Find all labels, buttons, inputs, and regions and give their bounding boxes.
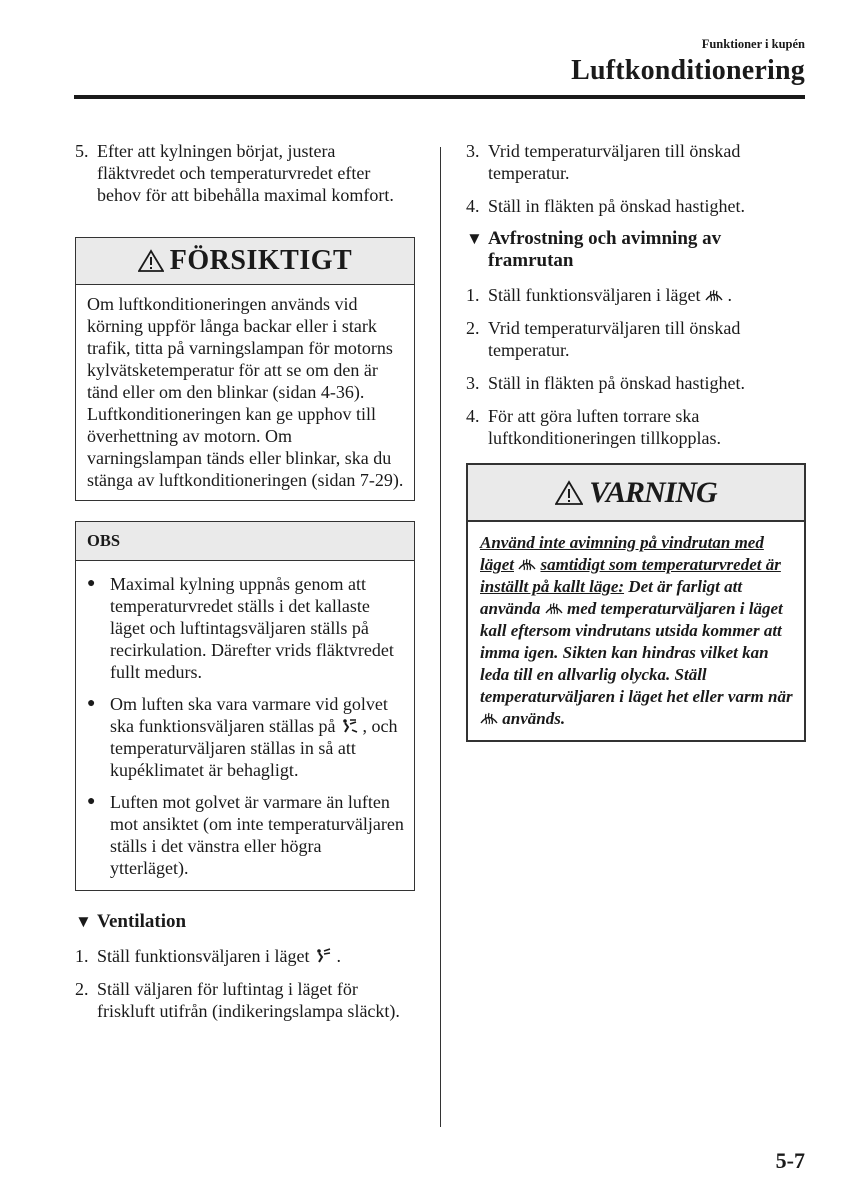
step-5 bbox=[75, 140, 415, 206]
note-text: Maximal kylning uppnås genom att temperaturvredet ställs i det kallaste läget och luftintagsväljaren ställs på recirkulation. Därefter vrids fläktvredet fullt medurs. bbox=[110, 574, 394, 682]
section-title: Avfrostning och avimning av framrutan bbox=[488, 228, 722, 271]
defrost-heading bbox=[466, 228, 806, 272]
page-title: Luftkonditionering bbox=[571, 55, 805, 86]
step-number: 3. bbox=[466, 141, 480, 161]
step-3 bbox=[466, 140, 806, 184]
step-1 bbox=[466, 284, 806, 306]
caution-label: FÖRSIKTIGT bbox=[169, 245, 353, 276]
step-text: Vrid temperaturväljaren till önskad temperatur. bbox=[488, 318, 741, 360]
note-box bbox=[75, 521, 415, 891]
caution-paragraph: Luftkonditioneringen kan ge upphov till överhettning av motorn. Om varningslampan tänds eller blinkar, ska du stänga av luftkonditioneringen (sidan 7-29). bbox=[87, 404, 404, 490]
step-4 bbox=[466, 405, 806, 449]
warning-box bbox=[466, 463, 806, 742]
section-triangle-icon: ▼ bbox=[75, 912, 92, 931]
warning-body bbox=[468, 522, 804, 740]
step-text bbox=[97, 945, 415, 967]
warning-triangle-icon bbox=[555, 480, 583, 506]
step-text-part: Ställ funktionsväljaren i läget bbox=[488, 285, 701, 305]
caution-header bbox=[76, 238, 414, 285]
step-2 bbox=[75, 978, 415, 1022]
step-4 bbox=[466, 195, 806, 217]
bullet: ● bbox=[87, 696, 96, 711]
step-text: Ställ väljaren för luftintag i läget för friskluft utifrån (indikeringslampa släckt). bbox=[97, 979, 400, 1021]
step-text: Vrid temperaturväljaren till önskad temperatur. bbox=[488, 141, 741, 183]
header-rule bbox=[74, 95, 805, 99]
step-text-part: Ställ funktionsväljaren i läget bbox=[97, 946, 310, 966]
caution-body bbox=[76, 285, 414, 500]
note-list bbox=[76, 561, 414, 890]
warning-icon-wrap bbox=[518, 555, 536, 574]
note-item bbox=[87, 573, 404, 683]
caution-paragraph: Om luftkonditioneringen används vid körning uppför långa backar eller i stark trafik, titta på varningslampan för motorns kylvätsketemperatur för att se om den är tänd eller om den blinkar (sidan 4-36). bbox=[87, 294, 393, 402]
step-3 bbox=[466, 372, 806, 394]
warning-text: Det är farligt att använda bbox=[480, 577, 743, 618]
right-column bbox=[466, 140, 806, 742]
section-triangle-icon: ▼ bbox=[466, 229, 483, 248]
warning-text: används. bbox=[502, 709, 566, 728]
note-text: Luften mot golvet är varmare än luften mot ansiktet (om inte temperaturväljaren ställs i det vänstra eller högra ytterläget). bbox=[110, 792, 404, 878]
step-text: För att göra luften torrare ska luftkonditioneringen tillkopplas. bbox=[488, 406, 721, 448]
section-title: Ventilation bbox=[97, 911, 187, 932]
windshield-defrost-icon bbox=[545, 600, 563, 616]
warning-label: VARNING bbox=[589, 475, 717, 509]
bullet: ● bbox=[87, 794, 96, 809]
page-number: 5-7 bbox=[775, 1148, 805, 1173]
step-number: 2. bbox=[466, 318, 480, 338]
note-text-part: , och temperaturväljaren ställas in så att kupéklimatet är behagligt. bbox=[110, 716, 398, 780]
windshield-defrost-icon bbox=[705, 287, 723, 303]
left-column bbox=[75, 140, 415, 1033]
ventilation-heading bbox=[75, 911, 415, 933]
step-number: 5. bbox=[75, 141, 89, 161]
note-item bbox=[87, 693, 404, 781]
step-number: 2. bbox=[75, 979, 89, 999]
caution-box bbox=[75, 237, 415, 501]
step-text-part: . bbox=[727, 285, 732, 305]
step-text-part: . bbox=[336, 946, 341, 966]
step-2 bbox=[466, 317, 806, 361]
windshield-defrost-icon bbox=[480, 710, 498, 726]
step-number: 1. bbox=[466, 285, 480, 305]
note-item bbox=[87, 791, 404, 879]
step-text: Ställ in fläkten på önskad hastighet. bbox=[488, 196, 745, 216]
step-text: Efter att kylningen börjat, justera fläktvredet och temperaturvredet efter behov för att bibehålla maximal komfort. bbox=[97, 141, 394, 205]
step-number: 4. bbox=[466, 406, 480, 426]
face-vent-icon bbox=[314, 948, 332, 964]
floor-vent-icon bbox=[340, 718, 358, 734]
step-text bbox=[488, 284, 806, 306]
note-text-part: Om luften ska vara varmare vid golvet ska funktionsväljaren ställas på bbox=[110, 694, 388, 736]
step-1 bbox=[75, 945, 415, 967]
warning-triangle-icon bbox=[138, 249, 164, 273]
column-divider bbox=[440, 147, 441, 1127]
step-number: 4. bbox=[466, 196, 480, 216]
warning-header bbox=[468, 465, 804, 522]
header-section: Funktioner i kupén bbox=[701, 37, 805, 51]
bullet: ● bbox=[87, 576, 96, 591]
warning-underlined-text: samtidigt som temperaturvredet är inställt på kallt läge: bbox=[480, 555, 781, 596]
warning-underlined-text: Använd inte avimning på vindrutan med läget bbox=[480, 533, 764, 574]
note-header: OBS bbox=[76, 522, 414, 561]
step-text: Ställ in fläkten på önskad hastighet. bbox=[488, 373, 745, 393]
step-number: 3. bbox=[466, 373, 480, 393]
windshield-defrost-icon bbox=[518, 556, 536, 572]
step-number: 1. bbox=[75, 946, 89, 966]
note-text bbox=[110, 693, 404, 781]
warning-text: med temperaturväljaren i läget kall eftersom vindrutans utsida kommer att imma igen. Sikten kan hindras vilket kan leda till en allvarlig olycka. Ställ temperaturväljaren i läget het eller varm när bbox=[480, 599, 793, 706]
